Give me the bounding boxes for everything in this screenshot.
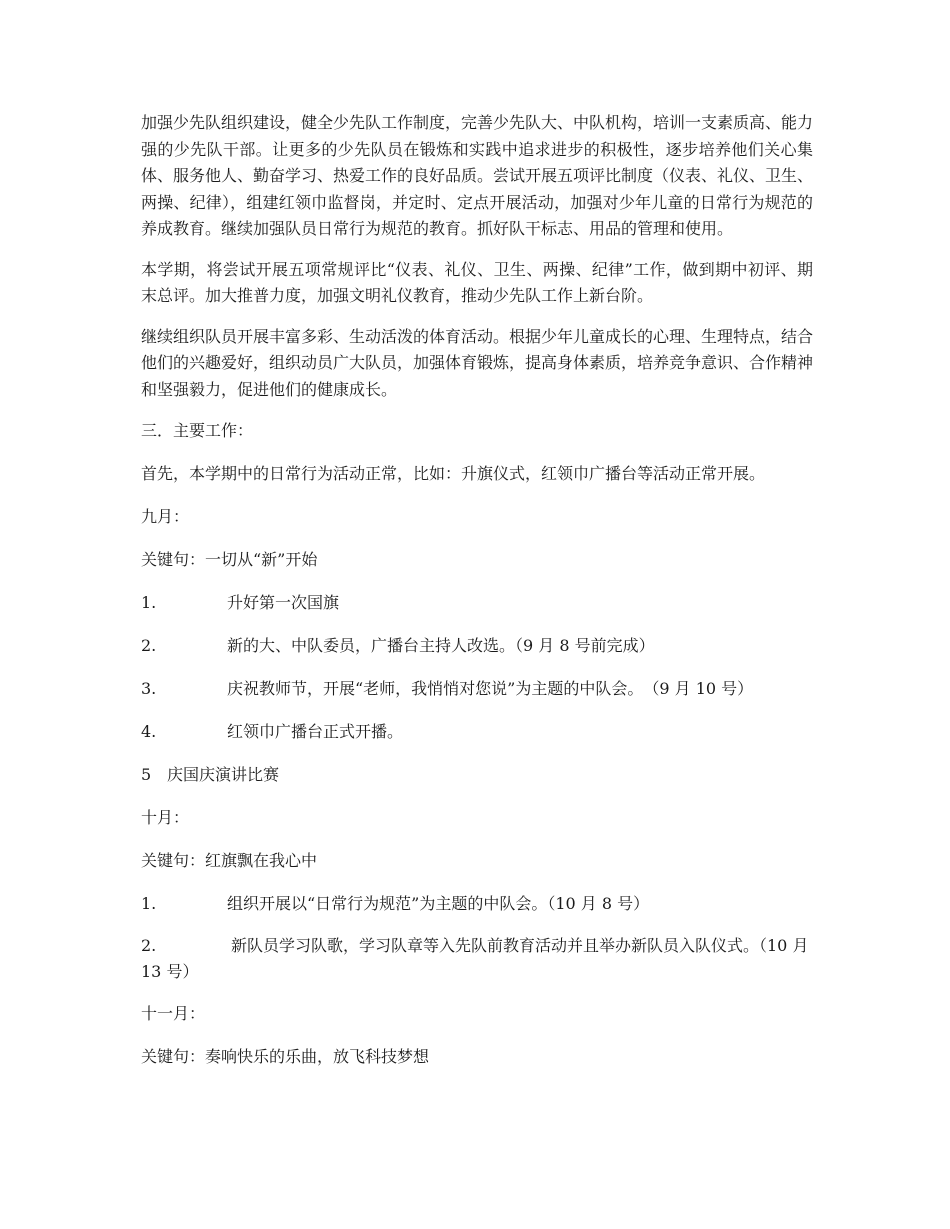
list-item [141,718,813,746]
keyword-september: 关键句：一切从“新”开始 [141,550,318,569]
item-number: 2. [141,636,157,655]
list-item [141,890,813,918]
item-number: 1. [141,894,157,913]
month-label-october: 十月： [141,808,190,827]
item-text: 新的大、中队委员，广播台主持人改选。（9 月 8 号前完成） [227,636,655,655]
intro-text: 首先，本学期中的日常行为活动正常，比如：升旗仪式，红领巾广播台等活动正常开展。 [141,464,766,483]
list-item [141,761,813,789]
section-heading: 三．主要工作： [141,421,254,440]
item-text: 庆祝教师节，开展“老师，我悄悄对您说”为主题的中队会。 （9 月 10 号） [227,679,754,698]
item-text: 庆国庆演讲比赛 [167,765,280,784]
list-item [141,933,813,985]
list-item [141,632,813,660]
month-label-september: 九月： [141,507,190,526]
document-page [141,110,813,1086]
item-text: 组织开展以“日常行为规范”为主题的中队会。（10 月 8 号） [227,894,650,913]
keyword-november: 关键句：奏响快乐的乐曲，放飞科技梦想 [141,1047,430,1066]
keyword-october: 关键句：红旗飘在我心中 [141,851,318,870]
item-number: 1. [141,593,157,612]
item-number: 5 [141,765,152,784]
list-item [141,589,813,617]
item-number: 2. [141,936,157,955]
paragraph-sports: 继续组织队员开展丰富多彩、生动活泼的体育活动。根据少年儿童成长的心理、生理特点，结合他们的兴趣爱好，组织动员广大队员，加强体育锻炼，提高身体素质，培养竞争意识、合作精神和坚强毅力，促进他们的健康成长。 [141,326,814,399]
item-number: 3. [141,679,157,698]
item-number: 4. [141,722,157,741]
month-label-november: 十一月： [141,1004,206,1023]
list-item [141,675,813,703]
item-text: 新队员学习队歌，学习队章等入先队前教育活动并且举办新队员入队仪式。（10 月 13 号） [141,936,809,981]
item-text: 升好第一次国旗 [227,593,340,612]
item-text: 红领巾广播台正式开播。 [227,722,404,741]
paragraph-organization: 加强少先队组织建设，健全少先队工作制度，完善少先队大、中队机构，培训一支素质高、能力强的少先队干部。让更多的少先队员在锻炼和实践中追求进步的积极性，逐步培养他们关心集体、服务他人、勤奋学习、热爱工作的良好品质。尝试开展五项评比制度（仪表、礼仪、卫生、两操、纪律），组建红领巾监督岗，并定时、定点开展活动，加强对少年儿童的日常行为规范的养成教育。继续加强队员日常行为规范的教育。抓好队干标志、用品的管理和使用。 [141,113,814,238]
paragraph-evaluation: 本学期，将尝试开展五项常规评比“仪表、礼仪、卫生、两操、纪律”工作，做到期中初评、期末总评。加大推普力度，加强文明礼仪教育，推动少先队工作上新台阶。 [141,259,813,305]
